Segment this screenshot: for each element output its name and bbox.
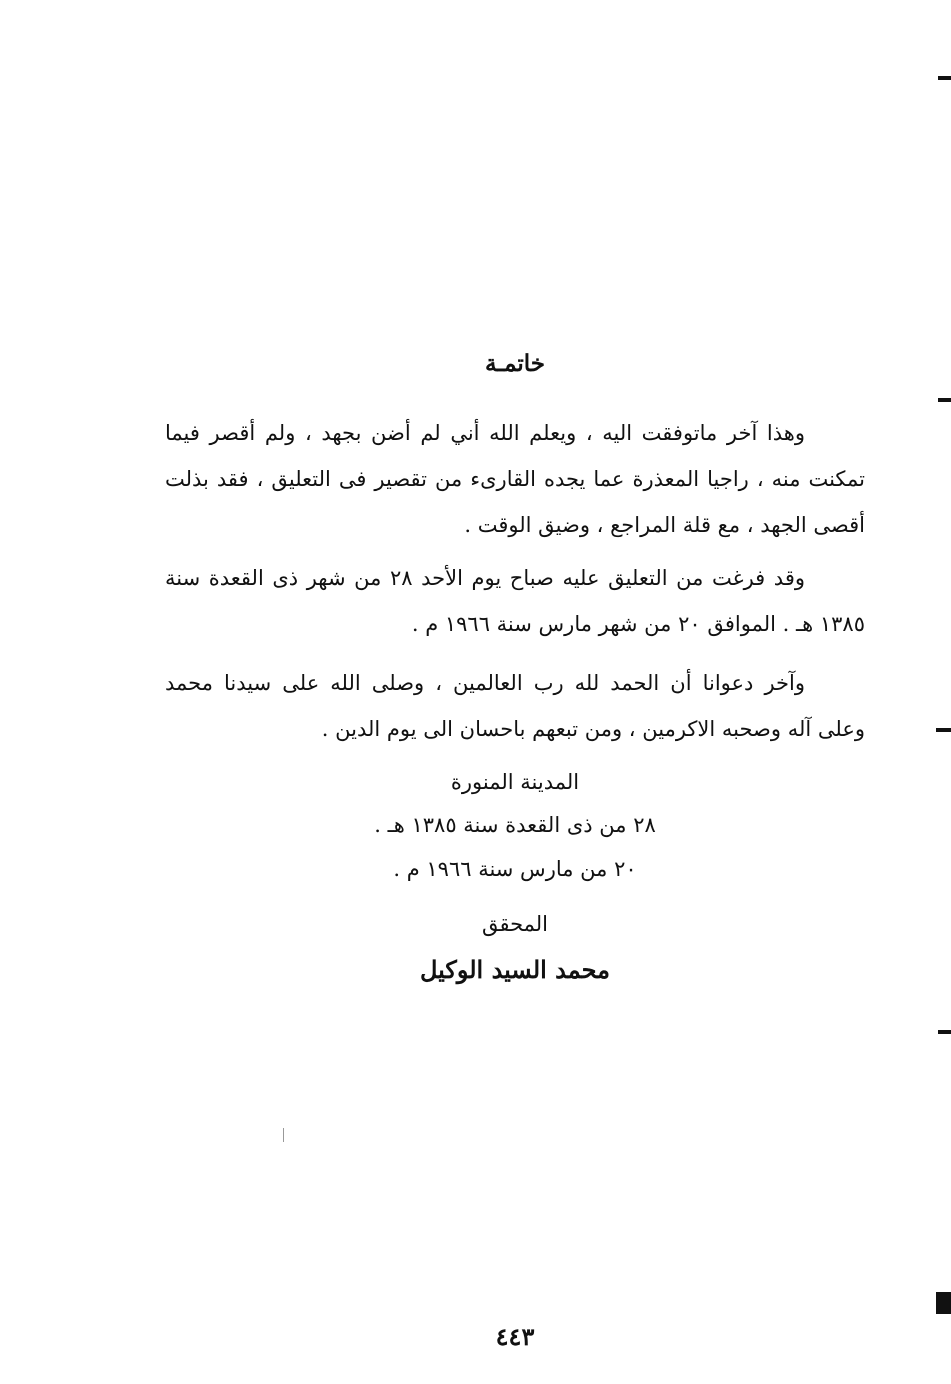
- editor-name: محمد السيد الوكيل: [420, 955, 610, 984]
- scan-edge-mark: [938, 1030, 951, 1034]
- completion-date-paragraph: وقد فرغت من التعليق عليه صباح يوم الأحد ٢٨ من شهر ذى القعدة سنة ١٣٨٥ هـ . الموافق ٢٠ من شهر مارس سنة ١٩٦٦ م .: [165, 566, 865, 636]
- scan-edge-mark: [936, 1292, 951, 1314]
- final-prayer-paragraph: وآخر دعوانا أن الحمد لله رب العالمين ، وصلى الله على سيدنا محمد وعلى آله وصحبه الاكرمين ، ومن تبعهم باحسان الى يوم الدين .: [165, 671, 865, 741]
- page-number: ٤٤٣: [495, 1322, 535, 1351]
- scan-edge-mark: [936, 728, 951, 732]
- scan-line-mark: [283, 1128, 284, 1142]
- scan-edge-mark: [938, 76, 951, 80]
- section-heading: خاتمـة: [485, 350, 545, 377]
- place-name: المدينة المنورة: [450, 770, 580, 794]
- editor-label: المحقق: [481, 912, 549, 936]
- closing-paragraph: وهذا آخر ماتوفقت اليه ، ويعلم الله أني لم أضن بجهد ، ولم أقصر فيما تمكنت منه ، راجيا المعذرة عما يجده القارىء من تقصير فى التعليق ، فقد بذلت أقصى الجهد ، مع قلة المراجع ، وضيق الوقت .: [165, 421, 865, 537]
- scan-edge-mark: [938, 398, 951, 402]
- gregorian-date: ٢٠ من مارس سنة ١٩٦٦ م .: [393, 857, 637, 881]
- hijri-date: ٢٨ من ذى القعدة سنة ١٣٨٥ هـ .: [374, 813, 656, 837]
